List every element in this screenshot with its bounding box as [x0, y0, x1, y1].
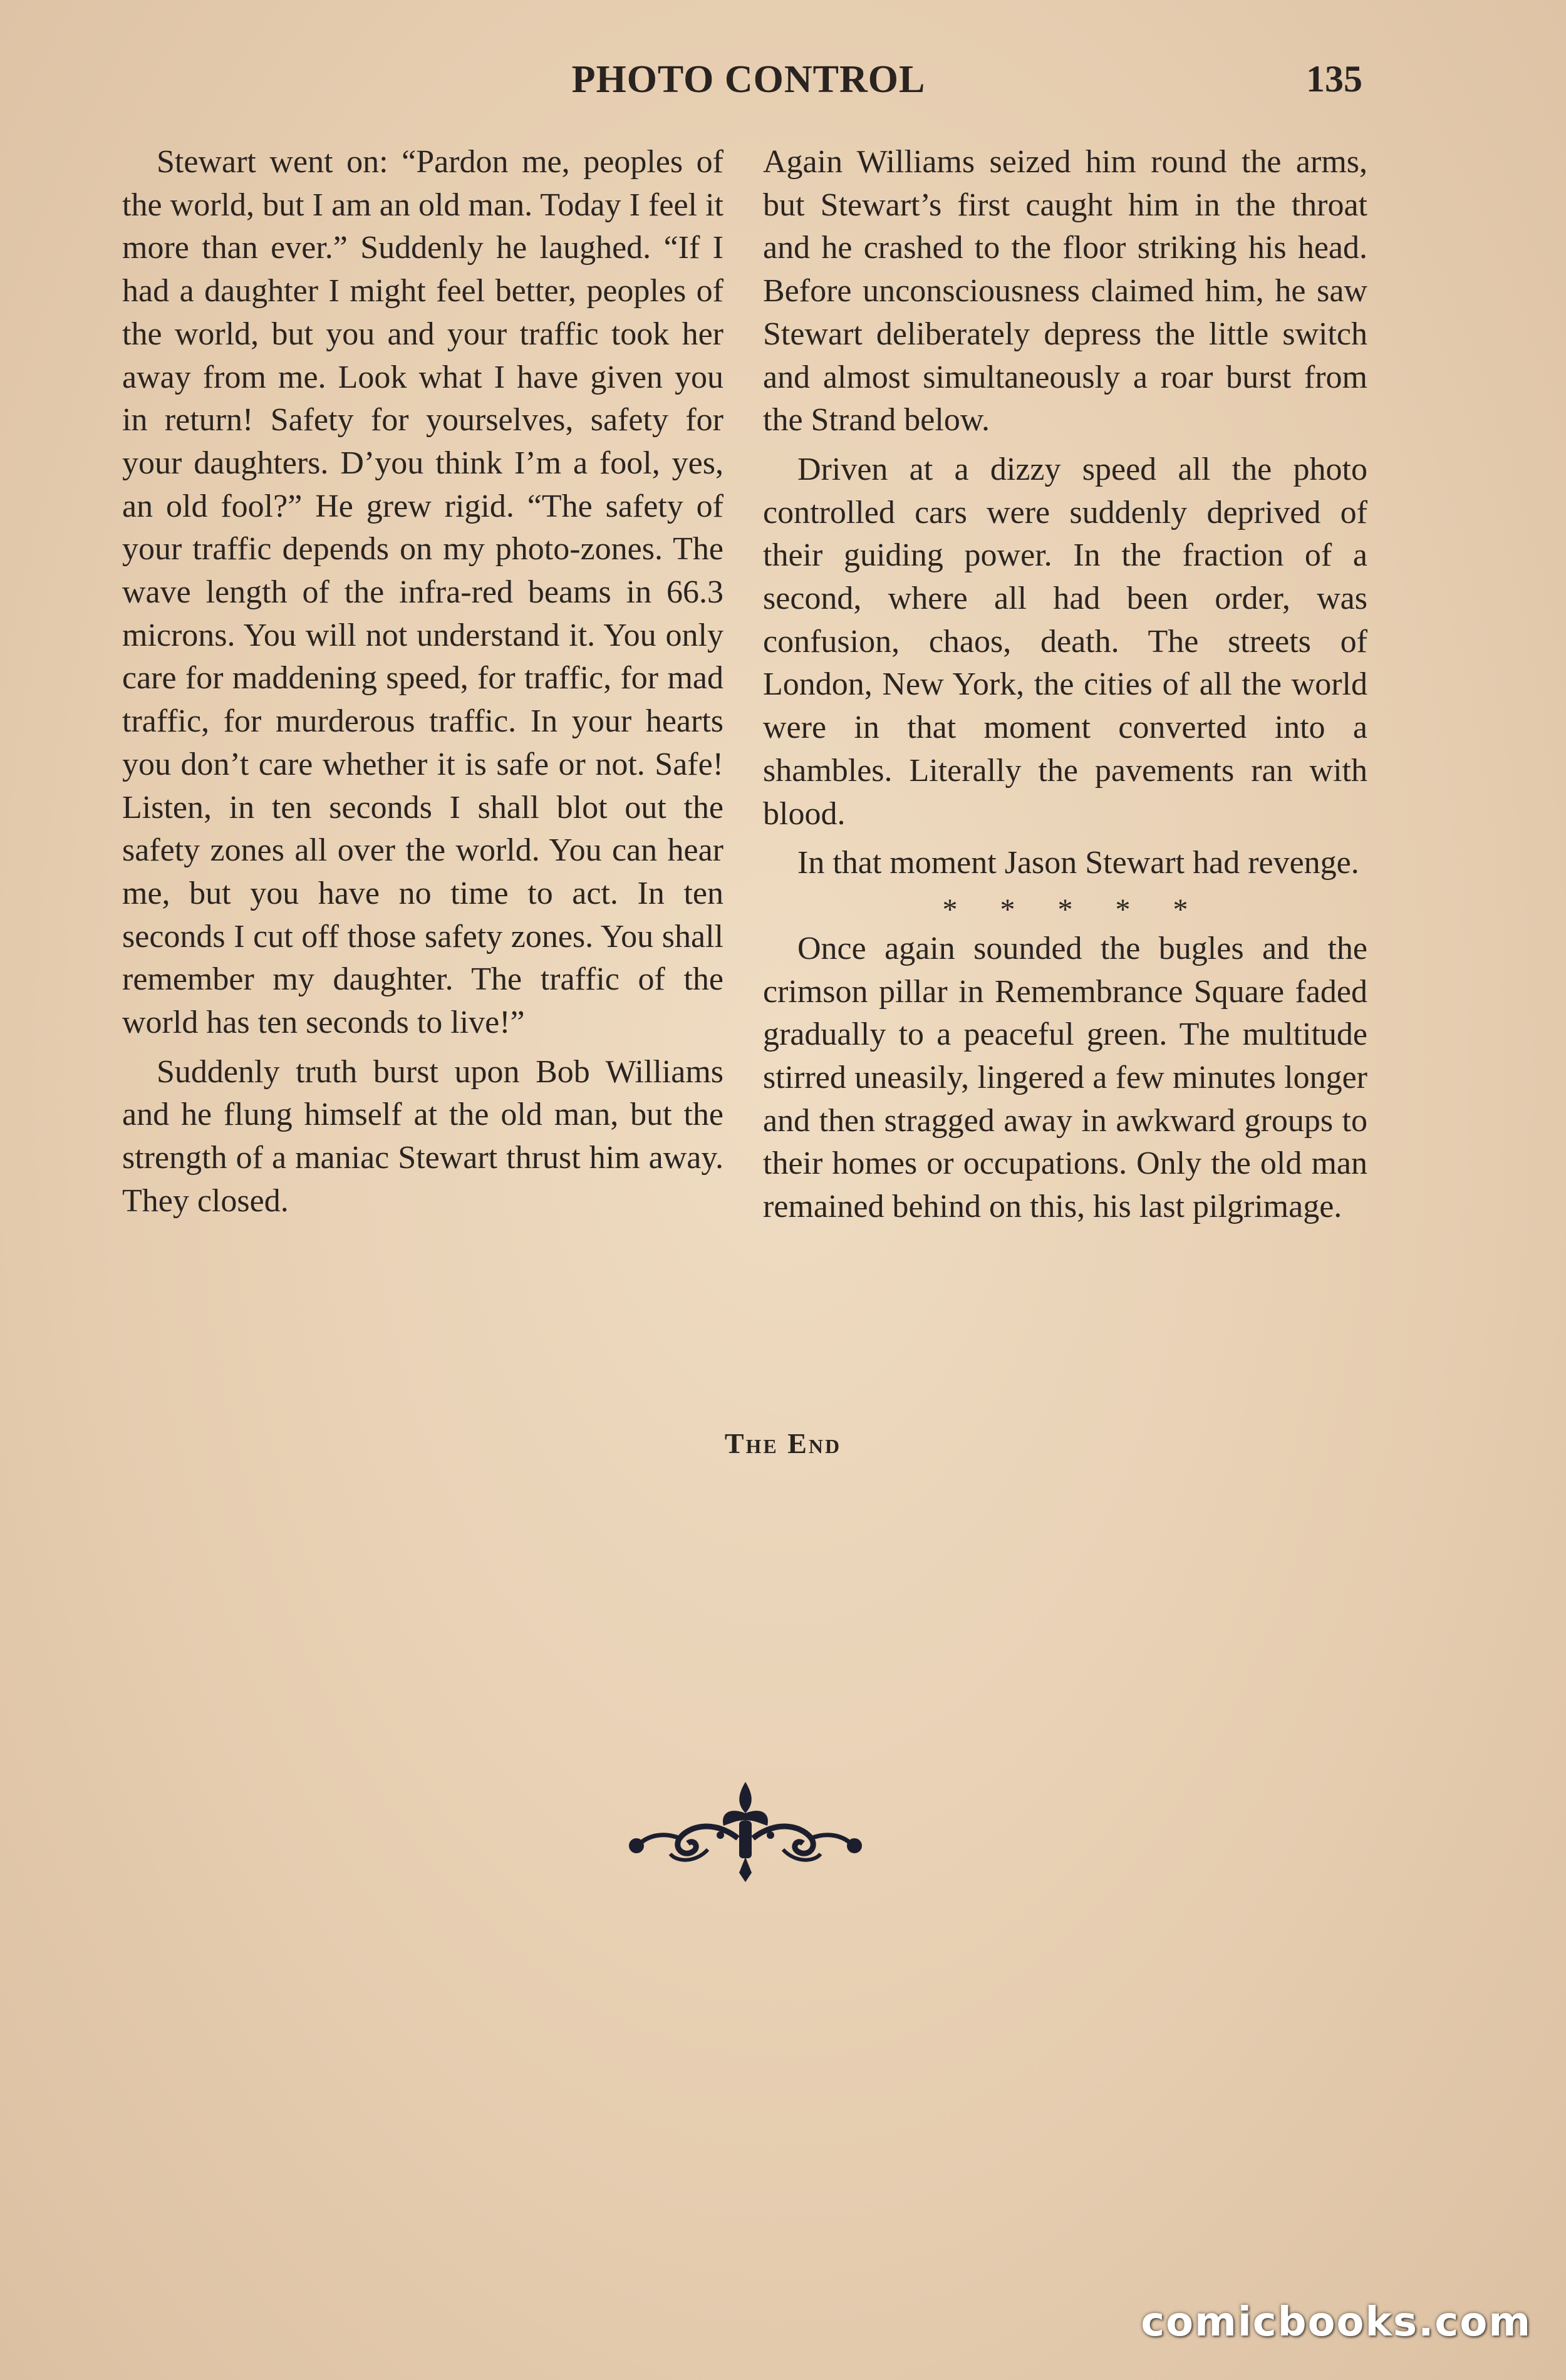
section-break: * * * * *	[942, 892, 1206, 926]
running-title: PHOTO CONTROL	[571, 58, 926, 101]
paragraph: Once again sounded the bugles and the crimson pillar in Remembrance Square faded gradually to a peaceful green. The multitude stirred uneasily, lingered a few minutes longer and then stragged away in awkward groups to their homes or occupations. Only the old man remained behind on this, his last pilgrimage.	[763, 930, 1367, 1225]
page-header	[122, 58, 1375, 114]
ornament-icon	[620, 1776, 871, 1888]
watermark-logo: comicbooks.com	[1141, 2299, 1532, 2346]
page-number: 135	[1306, 58, 1362, 100]
paragraph: Suddenly truth burst upon Bob Williams and he flung himself at the old man, but the strength of a maniac Stewart thrust him away. They closed.	[122, 1053, 723, 1219]
the-end-caption: The End	[724, 1427, 842, 1459]
paragraph: Stewart went on: “Pardon me, peoples of the world, but I am an old man. Today I feel it more than ever.” Suddenly he laughed. “If I had a daughter I might feel better, peoples of the world, but you and your traffic took her away from me. Look what I have given you in return! Safety for yourselves, safety for your daughters. D’you think I’m a fool, yes, an old fool?” He grew rigid. “The safety of your traffic depends on my photo-zones. The wave length of the infra-red beams in 66.3 microns. You will not understand it. You only care for maddening speed, for traffic, for mad traffic, for murderous traffic. In your hearts you don’t care whether it is safe or not. Safe! Listen, in ten seconds I shall blot out the safety zones all over the world. You can hear me, but you have no time to act. In ten seconds I cut off those safety zones. You shall remember my daughter. The traffic of the world has ten seconds to live!”	[122, 144, 723, 1041]
paragraph: Driven at a dizzy speed all the photo controlled cars were suddenly deprived of their guiding power. In the fraction of a second, where all had been order, was confusion, chaos, death. The streets of London, New York, the cities of all the world were in that moment converted into a shambles. Literally the pavements ran with blood.	[763, 451, 1367, 832]
paragraph: Again Williams seized him round the arms, but Stewart’s first caught him in the throat and he crashed to the floor striking his head. Before unconsciousness claimed him, he saw Stewart deliberately depress the little switch and almost simultaneously a roar burst from the Strand below.	[763, 144, 1367, 438]
paragraph: In that moment Jason Stewart had revenge.	[797, 845, 1359, 881]
left-column	[122, 141, 723, 1223]
right-column	[763, 141, 1367, 1229]
